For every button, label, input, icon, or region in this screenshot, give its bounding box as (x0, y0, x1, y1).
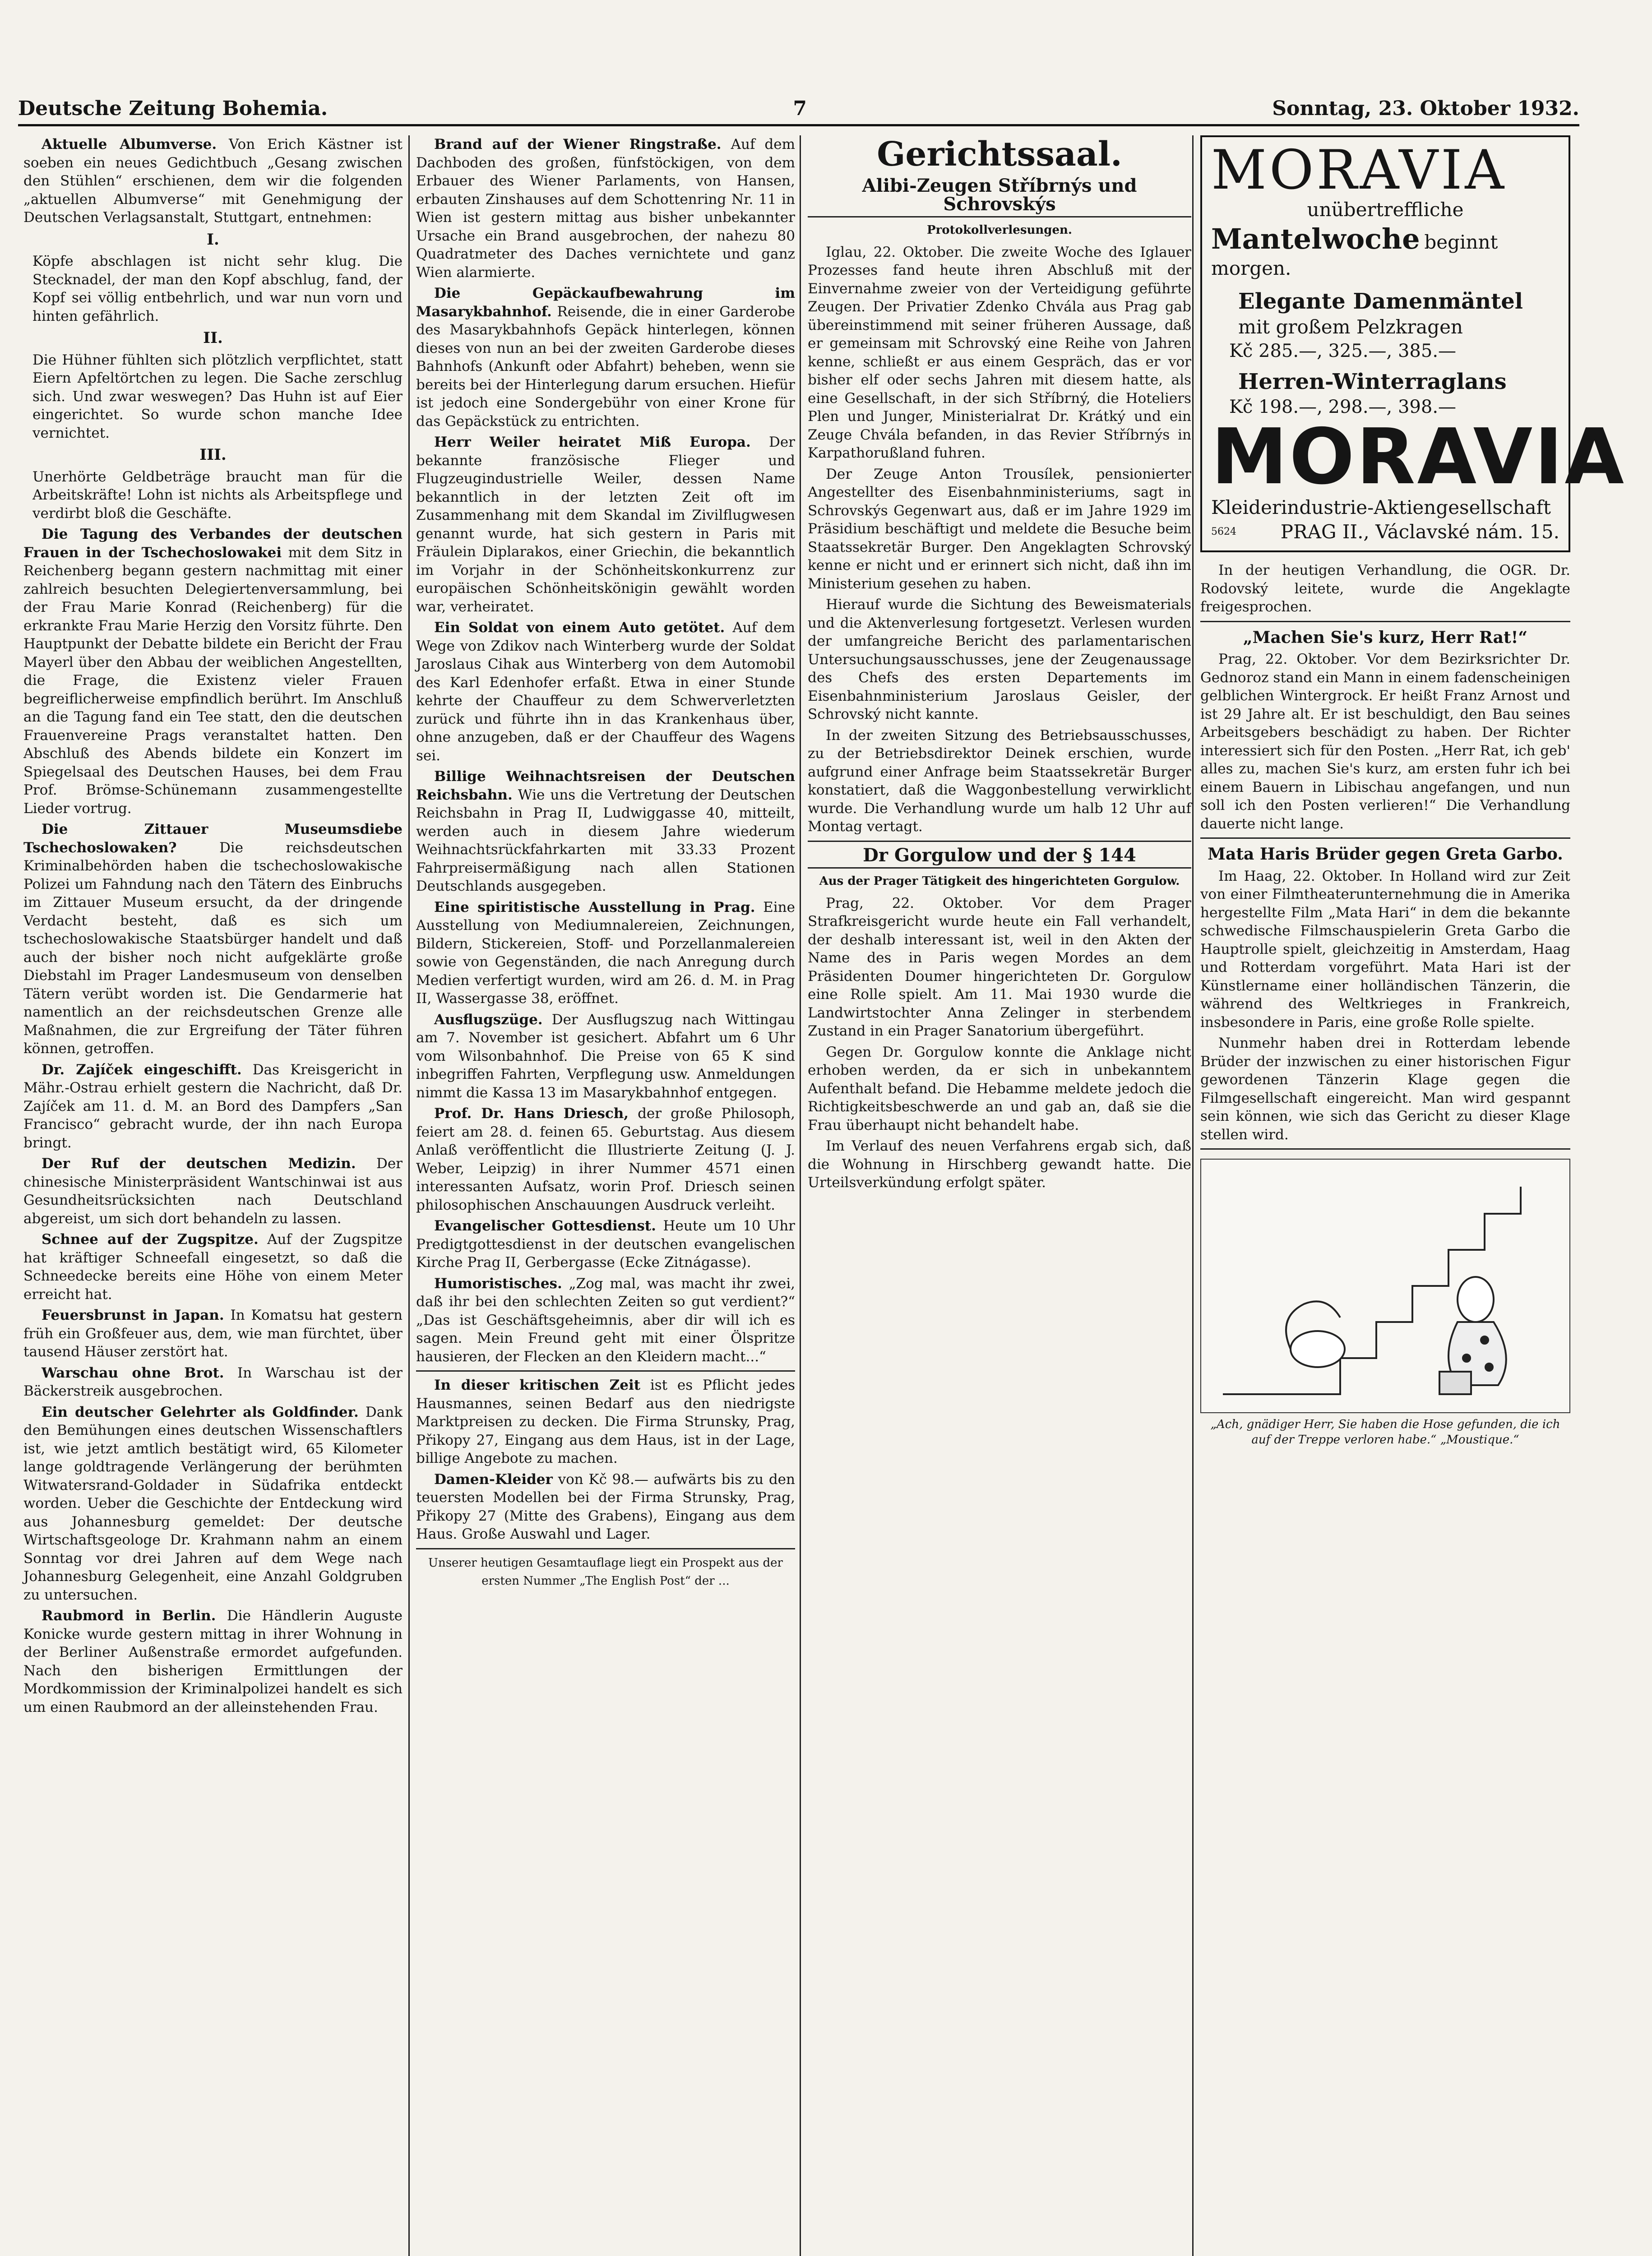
article-title: Alibi-Zeugen Stříbrnýs und Schrovskýs (808, 177, 1191, 217)
article (416, 433, 795, 616)
section-title: Gerichtssaal. (877, 135, 1122, 174)
stanza-number: II. (203, 329, 223, 347)
article (416, 1011, 795, 1102)
article-text: der große Philosoph, feiert am 28. d. feinen 65. Geburtstag. Aus diesem Anlaß veröffentlicht die Illustrierte Zeitung (J. J. Weber, Leipzig) in ihrer Nummer 4571 einen interessanten Aufsatz, worin Prof. Driesch seinen philosophischen Anschauungen Ausdruck verleiht. (416, 1105, 795, 1213)
article (23, 1403, 403, 1604)
article (416, 1105, 795, 1214)
divider (1200, 1148, 1570, 1150)
article (23, 820, 403, 1058)
article (416, 898, 795, 1008)
article-text: Der Ausflugszug nach Wittingau am 7. November ist gesichert. Abfahrt um 6 Uhr vom Wilsonbahnhof. Die Preise von 65 K sind inbegriffen Fahrten, Verpflegung usw. Anmeldungen nimmt die Kassa 13 im Masarykbahnhof entgegen. (416, 1011, 795, 1101)
article-text: In der heutigen Verhandlung, die OGR. Dr. Rodovský leitete, wurde die Angeklagte freigesprochen. (1200, 562, 1570, 615)
article-text: Von Erich Kästner ist soeben ein neues Gedichtbuch „Gesang zwischen den Stühlen“ erschienen, dem wir die folgenden „aktuellen Albumverse“ mit Genehmigung der Deutschen Verlagsanstalt, Stuttgart, entnehmen: (23, 136, 403, 226)
ad-prices: Kč 198.—, 298.—, 398.— (1229, 397, 1457, 417)
article-text: Wie uns die Vertretung der Deutschen Reichsbahn in Prag II, Ludwiggasse 40, mitteilt, werden auch in diesem Jahre wiederum Weihnachtsrückfahrkarten mit 33.33 Prozent Fahrpreisermäßigung nach allen Stationen Deutschlands ausgegeben. (416, 786, 795, 894)
article (23, 1364, 403, 1401)
divider (416, 1370, 795, 1372)
article-head: Die Gepäckaufbewahrung im Masarykbahnhof. (416, 285, 795, 320)
ad-address: PRAG II., Václavské nám. 15. (1280, 521, 1559, 543)
article-head: Die Tagung des Verbandes der deutschen Frauen in der Tschechoslowakei (23, 526, 403, 561)
stanza-number: III. (199, 446, 227, 464)
article-subtitle: Protokollverlesungen. (927, 223, 1072, 237)
page-number: 7 (793, 97, 807, 120)
article-head: Raubmord in Berlin. (42, 1608, 216, 1624)
article-text: Der Zeuge Anton Trousílek, pensionierter Angestellter des Eisenbahnministeriums, sagt in Schrovskýs Gegenwart aus, daß er im Jahre 1929 im Präsidium beschäftigt und meldete die Besuche beim Staatssekretär Burger. Den Angeklagten Schrovský kenne er nicht und er erinnert sich nicht, daß ihn im Ministerium gesehen zu haben. (808, 466, 1191, 592)
ad-headline: Mantelwoche (1211, 222, 1420, 255)
ad-tagline: unübertreffliche (1307, 199, 1464, 221)
column-1 (23, 135, 403, 2256)
column-rule (408, 135, 410, 2256)
divider (808, 841, 1191, 842)
article-text: Prag, 22. Oktober. Vor dem Prager Strafkreisgericht wurde heute ein Fall verhandelt, der deshalb interessant ist, weil in den Akten der Name des in Paris wegen Mordes an dem Präsidenten Doumer hingerichteten Dr. Gorgulow eine Rolle spielt. Am 11. Mai 1930 wurde die Landwirtstochter Anna Zelinger in sterbendem Zustand in ein Prager Sanatorium übergeführt. (808, 895, 1191, 1039)
masthead (18, 92, 1579, 126)
article-subtitle: Aus der Prager Tätigkeit des hingerichteten Gorgulow. (819, 874, 1180, 888)
article-title: Dr Gorgulow und der § 144 (808, 846, 1191, 869)
article-text: In der zweiten Sitzung des Betriebsausschusses, zu der Betriebsdirektor Deinek erschien, wurde aufgrund einer Anfrage beim Staatssekretär Burger konstatiert, daß die Waggonbestellung verwirklicht wurde. Die Verhandlung wurde um halb 12 Uhr auf Montag vertagt. (808, 727, 1191, 835)
article-title: „Machen Sie's kurz, Herr Rat!“ (1243, 628, 1528, 647)
article-head: Ausflugszüge. (434, 1011, 543, 1028)
article (23, 135, 403, 227)
article (23, 1230, 403, 1304)
article-text: Auf der Zugspitze hat kräftiger Schneefall eingesetzt, so daß die Schneedecke bereits eine Höhe von einem Meter erreicht hat. (23, 1231, 403, 1303)
article-head: Der Ruf der deutschen Medizin. (42, 1156, 356, 1172)
poem-stanza: Unerhörte Geldbeträge braucht man für die Arbeitskräfte! Lohn ist nichts als Arbeitspflege und verdirbt bloß die Geschäfte. (32, 468, 403, 522)
article-head: Dr. Zajíček eingeschifft. (42, 1061, 242, 1078)
article-text: Gegen Dr. Gorgulow konnte die Anklage nicht erhoben werden, da er sich in unbekanntem Aufenthalt befand. Die Hebamme meldete jedoch die Richtigkeitsbeschwerde an und gab an, daß sie die Frau überhaupt nicht behandelt habe. (808, 1044, 1191, 1133)
stanza-number: I. (207, 230, 219, 249)
article-head: Billige Weihnachtsreisen der Deutschen Reichsbahn. (416, 768, 795, 803)
article (23, 1155, 403, 1228)
article-title: Mata Haris Brüder gegen Greta Garbo. (1208, 845, 1563, 864)
article (416, 1275, 795, 1366)
article-text: mit dem Sitz in Reichenberg begann gestern nachmittag mit einer zahlreich besuchten Delegiertenversammlung, bei der Frau Marie Konrad (Reichenberg) für die erkrankte Frau Marie Herzig den Vorsitz führte. Den Hauptpunkt der Debatte bildete ein Bericht der Frau Mayerl über den Abbau der weiblichen Angestellten, die Frage, die Existenz vieler Frauen begreiflicherweise empfindlich berührt. Im Anschluß an die Tagung fand ein Tee statt, den die deutschen Frauenvereine Prags veranstaltet hatten. Den Abschluß des Abends bildete ein Konzert im Spiegelsaal des Deutschen Hauses, bei dem Frau Prof. Brömse-Schünemann zusammengestellte Lieder vortrug. (23, 544, 403, 817)
article-text: ist es Pflicht jedes Hausmannes, seinen Bedarf aus den niedrigste Marktpreisen zu decken. Die Firma Strunsky, Prag, Přikopy 27, Eingang aus dem Haus, ist in der Lage, billige Angebote zu machen. (416, 1377, 795, 1466)
article-head: Schnee auf der Zugspitze. (42, 1231, 259, 1248)
article-text: Die reichsdeutschen Kriminalbehörden haben die tschechoslowakische Polizei um Fahndung nach den Tätern des Einbruchs im Zittauer Museum ersucht, da der dringende Verdacht besteht, daß es sich um tschechoslowakische Staatsbürger handelt und daß auch der bisher noch nicht aufgeklärte große Diebstahl im Prager Landesmuseum von denselben Tätern verübt worden ist. Die Gendarmerie hat namentlich an der reichsdeutschen Grenze alle Maßnahmen, die zur Ergreifung der Täter führen können, getroffen. (23, 839, 403, 1057)
article (416, 619, 795, 765)
article-text: Das Kreisgericht in Mähr.-Ostrau erhielt gestern die Nachricht, daß Dr. Zajíček am 11. d. M. an Bord des Dampfers „San Francisco“ gebracht wurde, der ihn nach Europa bringt. (23, 1061, 403, 1151)
article-text: Auf dem Dachboden des großen, fünfstöckigen, von dem Erbauer des Wiener Parlaments, von Hansen, erbauten Zinshauses auf dem Schottenring Nr. 11 in Wien ist gestern mittag aus bisher unbekannter Ursache ein Brand ausgebrochen, der nahezu 80 Quadratmeter des Daches vernichtete und ganz Wien alarmierte. (416, 136, 796, 281)
article-text: Der chinesische Ministerpräsident Wantschinwai ist aus Gesundheitsrücksichten nach Deutschland abgereist, um sich dort behandeln zu lassen. (23, 1156, 403, 1227)
column-2 (416, 135, 795, 2256)
article-head: Feuersbrunst in Japan. (42, 1307, 224, 1323)
article-head: Eine spiritistische Ausstellung in Prag. (434, 899, 755, 915)
article (416, 1376, 795, 1468)
article (416, 1217, 795, 1272)
article-head: Ein Soldat von einem Auto getötet. (434, 619, 725, 636)
article-head: In dieser kritischen Zeit (434, 1377, 641, 1393)
article-text: Hierauf wurde die Sichtung des Beweismaterials und die Aktenverlesung fortgesetzt. Verlesen wurden der umfangreiche Bericht des parlamentarischen Untersuchungsausschusses, jene der Zeugenaussage des Chefs des ersten Departements im Eisenbahnministerium Jaroslaus Geisler, der Schrovský nicht kannte. (808, 596, 1191, 722)
article-text: Heute um 10 Uhr Predigtgottesdienst in der deutschen evangelischen Kirche Prag II, Gerbergasse (Ecke Zitnágasse). (416, 1218, 795, 1271)
article-text: Nunmehr haben drei in Rotterdam lebende Brüder der inzwischen zu einer historischen Figur gewordenen Tänzerin Klage gegen die Filmgesellschaft eingereicht. Man wird gespannt sein können, wie sich das Gericht zu dieser Klage stellen wird. (1200, 1035, 1570, 1143)
article-head: Ein deutscher Gelehrter als Goldfinder. (42, 1404, 359, 1420)
article (23, 525, 403, 818)
divider (1200, 837, 1570, 839)
article-text: Im Haag, 22. Oktober. In Holland wird zur Zeit von einer Filmtheaterunternehmung die in Amerika hergestellte Film „Mata Hari“ in dem die bekannte schwedische Filmschauspielerin Greta Garbo die Hauptrolle spielt, gleichzeitig in Amsterdam, Haag und Rotterdam vorgeführt. Mata Hari ist der Künstlername einer holländischen Tänzerin, die während des Weltkrieges in Frankreich, insbesondere in Paris, eine große Rolle spielte. (1200, 868, 1570, 1031)
article-head: Prof. Dr. Hans Driesch, (434, 1105, 629, 1122)
article-head: Evangelischer Gottesdienst. (434, 1218, 656, 1234)
article-text: In Warschau ist der Bäckerstreik ausgebrochen. (23, 1364, 403, 1399)
cartoon-caption: „Ach, gnädiger Herr, Sie haben die Hose gefunden, die ich auf der Treppe verloren habe.“ „Moustique.“ (1210, 1418, 1560, 1447)
article-text: von Kč 98.— aufwärts bis zu den teuersten Modellen bei der Firma Strunsky, Prag, Přikopy 27 (Mitte des Grabens), Eingang aus dem Haus. Große Auswahl und Lager. (416, 1471, 795, 1542)
insert-note: Unserer heutigen Gesamtauflage liegt ein Prospekt aus der ersten Nummer „The English Post“ der ... (428, 1556, 783, 1588)
article-head: Die Zittauer Museumsdiebe Tschechoslowaken? (23, 821, 403, 856)
article-head: Warschau ohne Brot. (42, 1364, 224, 1381)
ad-item-sub: mit großem Pelzkragen (1238, 316, 1463, 338)
column-rule (800, 135, 801, 2256)
ad-company: Kleiderindustrie-Aktiengesellschaft (1211, 496, 1551, 518)
ad-brand: MORAVIA (1211, 139, 1507, 202)
article-text: Die Händlerin Auguste Konicke wurde gestern mittag in ihrer Wohnung in der Berliner Außenstraße ermordet aufgefunden. Nach den bisherigen Ermittlungen der Mordkommission der Kriminalpolizei handelt es sich um einen Raubmord an der alleinstehenden Frau. (23, 1608, 403, 1715)
article-text: Iglau, 22. Oktober. Die zweite Woche des Iglauer Prozesses fand heute ihren Abschluß mit der Einvernahme zweier von der Verteidigung geführte Zeugen. Der Privatier Zdenko Chvála aus Prag gab übereinstimmend mit seiner früheren Aussage, daß er gemeinsam mit Schrovský eine Reihe von Jahren kenne, schließt er aus einem Gespräch, das er vor bisher elf oder sechs Jahren mit diesem hatte, als eine Gesellschaft, in der sich Stříbrný, die Hoteliers Plen und Junger, Ministerialrat Dr. Krátký und ein Zeuge Chvála befanden, in das Revier Stříbrnýs in Karpathorußland fuhren. (808, 244, 1191, 461)
article (23, 1306, 403, 1361)
article-text: Der bekannte französische Flieger und Flugzeugindustrielle Weiler, dessen Name bekanntlich in der letzten Zeit oft im Zusammenhang mit dem Skandal im Zivilflugwesen genannt wurde, hat sich gestern in Paris mit Fräulein Diplarakos, einer Griechin, die bekanntlich im Vorjahr in der Schönheitskonkurrenz zur europäischen Schönheitskönigin gewählt worden war, verheiratet. (416, 434, 795, 615)
article (23, 1061, 403, 1152)
article (416, 135, 795, 282)
cartoon-drawing (1201, 1160, 1569, 1412)
column-rule (1192, 135, 1194, 2256)
column-3 (808, 135, 1191, 2256)
divider (1200, 621, 1570, 622)
article-text: Dank den Bemühungen eines deutschen Wissenschaftlers ist, wie jetzt amtlich bestätigt wird, 65 Kilometer lange goldtragende Verlängerung der berühmten Witwatersrand-Goldader in Südafrika entdeckt worden. Ueber die Geschichte der Entdeckung wird aus Johannesburg gemeldet: Der deutsche Wirtschaftsgeologe Dr. Krahmann nahm an einem Sonntag vor drei Jahren auf dem Wege nach Johannesburg Gelegenheit, eine Anzahl Goldgruben zu untersuchen. (23, 1404, 403, 1603)
issue-date: Sonntag, 23. Oktober 1932. (1272, 97, 1579, 120)
article-text: Reisende, die in einer Garderobe des Masarykbahnhofs Gepäck hinterlegen, können dieses von nun an bei der zweiten Garderobe dieses Bahnhofs (Ankunft oder Abfahrt) beheben, wenn sie bereits bei der Hinterlegung darum ersuchen. Hiefür ist jedoch eine Sondergebühr von einer Krone für das Gepäckstück zu entrichten. (416, 303, 795, 430)
ad-item: Herren-Winterraglans (1238, 369, 1507, 394)
article (23, 1607, 403, 1716)
article-head: Brand auf der Wiener Ringstraße. (434, 136, 722, 153)
article-text: „Zog mal, was macht ihr zwei, daß ihr bei den schlechten Zeiten so gut verdient?“ „Das ist Geschäftsgeheimnis, aber dir will ich es sagen. Mein Freund geht mit einer Ölspritze hausieren, der Flecken an den Kleidern macht...“ (416, 1275, 795, 1365)
article (416, 767, 795, 896)
article-text: Auf dem Wege von Zdikov nach Winterberg wurde der Soldat Jaroslaus Cihak aus Winterberg von dem Automobil des Karl Edenhofer erfaßt. Etwa in einer Stunde kehrte der Chauffeur zu dem Schwerverletzten zurück und führte ihn in das Krankenhaus über, ohne anzugeben, daß er der Chauffeur des Wagens sei. (416, 619, 795, 764)
article-head: Herr Weiler heiratet Miß Europa. (434, 434, 751, 450)
article-text: Im Verlauf des neuen Verfahrens ergab sich, daß die Wohnung in Hirschberg gewandt hatte. Die Urteilsverkündung erfolgt später. (808, 1138, 1191, 1191)
article-head: Damen-Kleider (434, 1471, 553, 1488)
divider (416, 1548, 795, 1549)
article-text: Prag, 22. Oktober. Vor dem Bezirksrichter Dr. Gednoroz stand ein Mann in einem fadenscheinigen gelblichen Wintergrock. Er heißt Franz Arnost und ist 29 Jahre alt. Er ist beschuldigt, den Bau seines Arbeitsgebers beschädigt zu haben. Der Richter interessiert sich für den Posten. „Herr Rat, ich geb' alles zu, machen Sie's kurz, am ersten fuhr ich bei einem Bauern in Libischau angefangen, und nun soll ich den Posten verlieren!“ Die Verhandlung dauerte nicht lange. (1200, 651, 1570, 832)
article-head: Humoristisches. (434, 1275, 562, 1292)
paper-name: Deutsche Zeitung Bohemia. (18, 97, 328, 120)
poem-stanza: Köpfe abschlagen ist nicht sehr klug. Die Stecknadel, der man den Kopf abschlug, fand, der Kopf sei völlig entbehrlich, und war nun vorn und hinten gefährlich. (32, 253, 403, 324)
moravia-advertisement (1200, 135, 1626, 552)
article (416, 1470, 795, 1544)
cartoon-illustration (1200, 1159, 1570, 1413)
article-text: In Komatsu hat gestern früh ein Großfeuer aus, dem, wie man fürchtet, über tausend Häuser zerstört hat. (23, 1307, 403, 1360)
ad-item: Elegante Damenmäntel (1238, 289, 1523, 314)
article (416, 284, 795, 430)
poem-stanza: Die Hühner fühlten sich plötzlich verpflichtet, statt Eiern Apfeltörtchen zu legen. Die Sache zerschlug sich. Und zwar weswegen? Das Huhn ist auf Eier eingerichtet. So wurde schon manche Idee vernichtet. (32, 351, 403, 441)
article-text: Eine Ausstellung von Mediumnalereien, Zeichnungen, Bildern, Stickereien, Stoff- und Porzellanmalereien sowie von Gegenständen, die nach Anregung durch Medien verfertigt wurden, wird am 26. d. M. in Prag II, Wassergasse 38, eröffnet. (416, 899, 795, 1007)
article-head: Aktuelle Albumverse. (42, 136, 217, 153)
ad-prices: Kč 285.—, 325.—, 385.— (1229, 341, 1457, 361)
ad-code: 5624 (1211, 526, 1236, 537)
ad-brand-large: MORAVIA (1211, 412, 1626, 502)
ad-headline-suffix: beginnt morgen. (1211, 231, 1498, 279)
column-4 (1200, 135, 1626, 2256)
